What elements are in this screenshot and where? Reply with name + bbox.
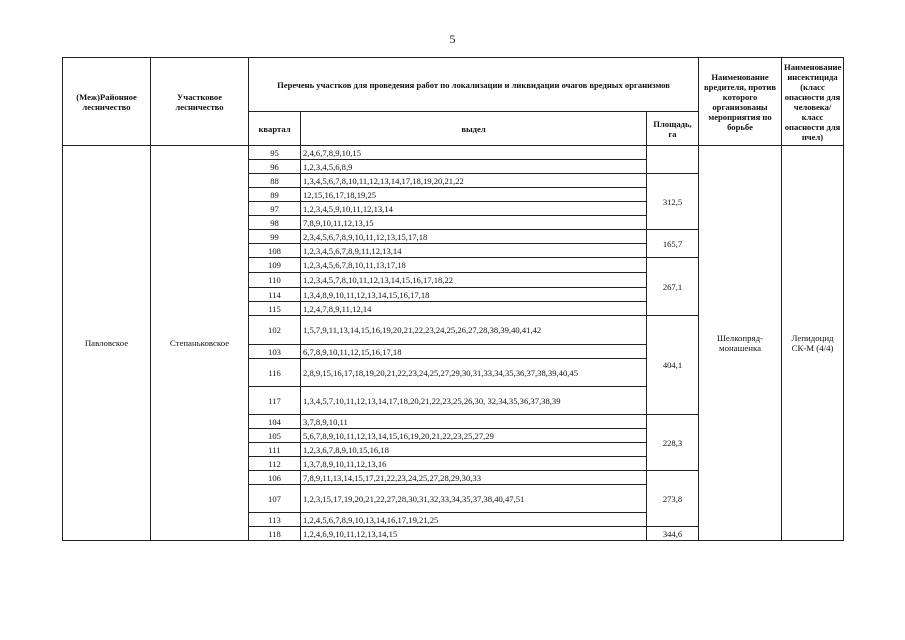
kvartal-cell: 115 (249, 302, 301, 316)
table-row (63, 146, 844, 160)
kvartal-cell: 108 (249, 244, 301, 258)
local-forestry-cell: Степаньковское (151, 146, 249, 541)
vydel-cell: 1,2,3,6,7,8,9,10,15,16,18 (301, 443, 647, 457)
kvartal-cell: 116 (249, 359, 301, 387)
vydel-cell: 1,2,3,15,17,19,20,21,22,27,28,30,31,32,33,34,35,37,38,40,47,51 (301, 485, 647, 513)
kvartal-cell: 109 (249, 258, 301, 273)
kvartal-cell: 89 (249, 188, 301, 202)
vydel-cell: 1,2,4,5,6,7,8,9,10,13,14,16,17,19,21,25 (301, 513, 647, 527)
kvartal-cell: 113 (249, 513, 301, 527)
kvartal-cell: 112 (249, 457, 301, 471)
vydel-cell: 2,4,6,7,8,9,10,15 (301, 146, 647, 160)
vydel-cell: 1,3,4,5,7,10,11,12,13,14,17,18,20,21,22,23,25,26,30, 32,34,35,36,37,38,39 (301, 387, 647, 415)
page-number: 5 (449, 32, 456, 46)
area-cell: 344,6 (647, 527, 699, 541)
kvartal-cell: 114 (249, 288, 301, 302)
kvartal-cell: 104 (249, 415, 301, 429)
area-cell: 273,8 (647, 471, 699, 527)
vydel-cell: 3,7,8,9,10,11 (301, 415, 647, 429)
kvartal-cell: 102 (249, 316, 301, 345)
kvartal-cell: 98 (249, 216, 301, 230)
kvartal-cell: 95 (249, 146, 301, 160)
header-pest-name: Наименование вредителя, против которого организованы мероприятия по борьбе (699, 58, 782, 146)
vydel-cell: 6,7,8,9,10,11,12,15,16,17,18 (301, 345, 647, 359)
vydel-cell: 5,6,7,8,9,10,11,12,13,14,15,16,19,20,21,22,23,25,27,29 (301, 429, 647, 443)
vydel-cell: 1,2,3,4,5,6,7,8,10,11,13,17,18 (301, 258, 647, 273)
area-cell (647, 146, 699, 174)
region-forestry-cell: Павловское (63, 146, 151, 541)
kvartal-cell: 107 (249, 485, 301, 513)
vydel-cell: 12,15,16,17,18,19,25 (301, 188, 647, 202)
kvartal-cell: 97 (249, 202, 301, 216)
vydel-cell: 1,5,7,9,11,13,14,15,16,19,20,21,22,23,24,25,26,27,28,38,39,40,41,42 (301, 316, 647, 345)
kvartal-cell: 103 (249, 345, 301, 359)
vydel-cell: 2,8,9,15,16,17,18,19,20,21,22,23,24,25,27,29,30,31,33,34,35,36,37,38,39,40,45 (301, 359, 647, 387)
header-plot-list: Перечень участков для проведения работ по локализации и ликвидации очагов вредных организмов (249, 58, 699, 112)
vydel-cell: 1,2,3,4,5,6,7,8,9,11,12,13,14 (301, 244, 647, 258)
kvartal-cell: 99 (249, 230, 301, 244)
kvartal-cell: 105 (249, 429, 301, 443)
kvartal-cell: 96 (249, 160, 301, 174)
area-cell: 165,7 (647, 230, 699, 258)
vydel-cell: 2,3,4,5,6,7,8,9,10,11,12,13,15,17,18 (301, 230, 647, 244)
header-insecticide-name: Наименование инсектицида (класс опасности для человека/класс опасности для пчел) (782, 58, 844, 146)
vydel-cell: 1,2,4,7,8,9,11,12,14 (301, 302, 647, 316)
vydel-cell: 1,3,4,8,9,10,11,12,13,14,15,16,17,18 (301, 288, 647, 302)
vydel-cell: 1,2,3,4,5,9,10,11,12,13,14 (301, 202, 647, 216)
area-cell: 267,1 (647, 258, 699, 316)
vydel-cell: 7,8,9,10,11,12,13,15 (301, 216, 647, 230)
header-kvartal: квартал (249, 112, 301, 146)
header-area: Площадь, га (647, 112, 699, 146)
treatment-plots-table (62, 57, 844, 541)
vydel-cell: 1,2,3,4,5,6,8,9 (301, 160, 647, 174)
kvartal-cell: 118 (249, 527, 301, 541)
vydel-cell: 1,3,4,5,6,7,8,10,11,12,13,14,17,18,19,20,21,22 (301, 174, 647, 188)
insecticide-cell: Лепидоцид СК-М (4/4) (782, 146, 844, 541)
kvartal-cell: 110 (249, 273, 301, 288)
kvartal-cell: 117 (249, 387, 301, 415)
pest-name-cell: Шелкопряд-монашенка (699, 146, 782, 541)
area-cell: 312,5 (647, 174, 699, 230)
header-local-forestry: Участковое лесничество (151, 58, 249, 146)
vydel-cell: 7,8,9,11,13,14,15,17,21,22,23,24,25,27,28,29,30,33 (301, 471, 647, 485)
area-cell: 404,1 (647, 316, 699, 415)
kvartal-cell: 111 (249, 443, 301, 457)
area-cell: 228,3 (647, 415, 699, 471)
vydel-cell: 1,3,7,8,9,10,11,12,13,16 (301, 457, 647, 471)
vydel-cell: 1,2,4,6,9,10,11,12,13,14,15 (301, 527, 647, 541)
header-region-forestry: (Меж)Районное лесничество (63, 58, 151, 146)
kvartal-cell: 88 (249, 174, 301, 188)
vydel-cell: 1,2,3,4,5,7,8,10,11,12,13,14,15,16,17,18,22 (301, 273, 647, 288)
kvartal-cell: 106 (249, 471, 301, 485)
header-vydel: выдел (301, 112, 647, 146)
